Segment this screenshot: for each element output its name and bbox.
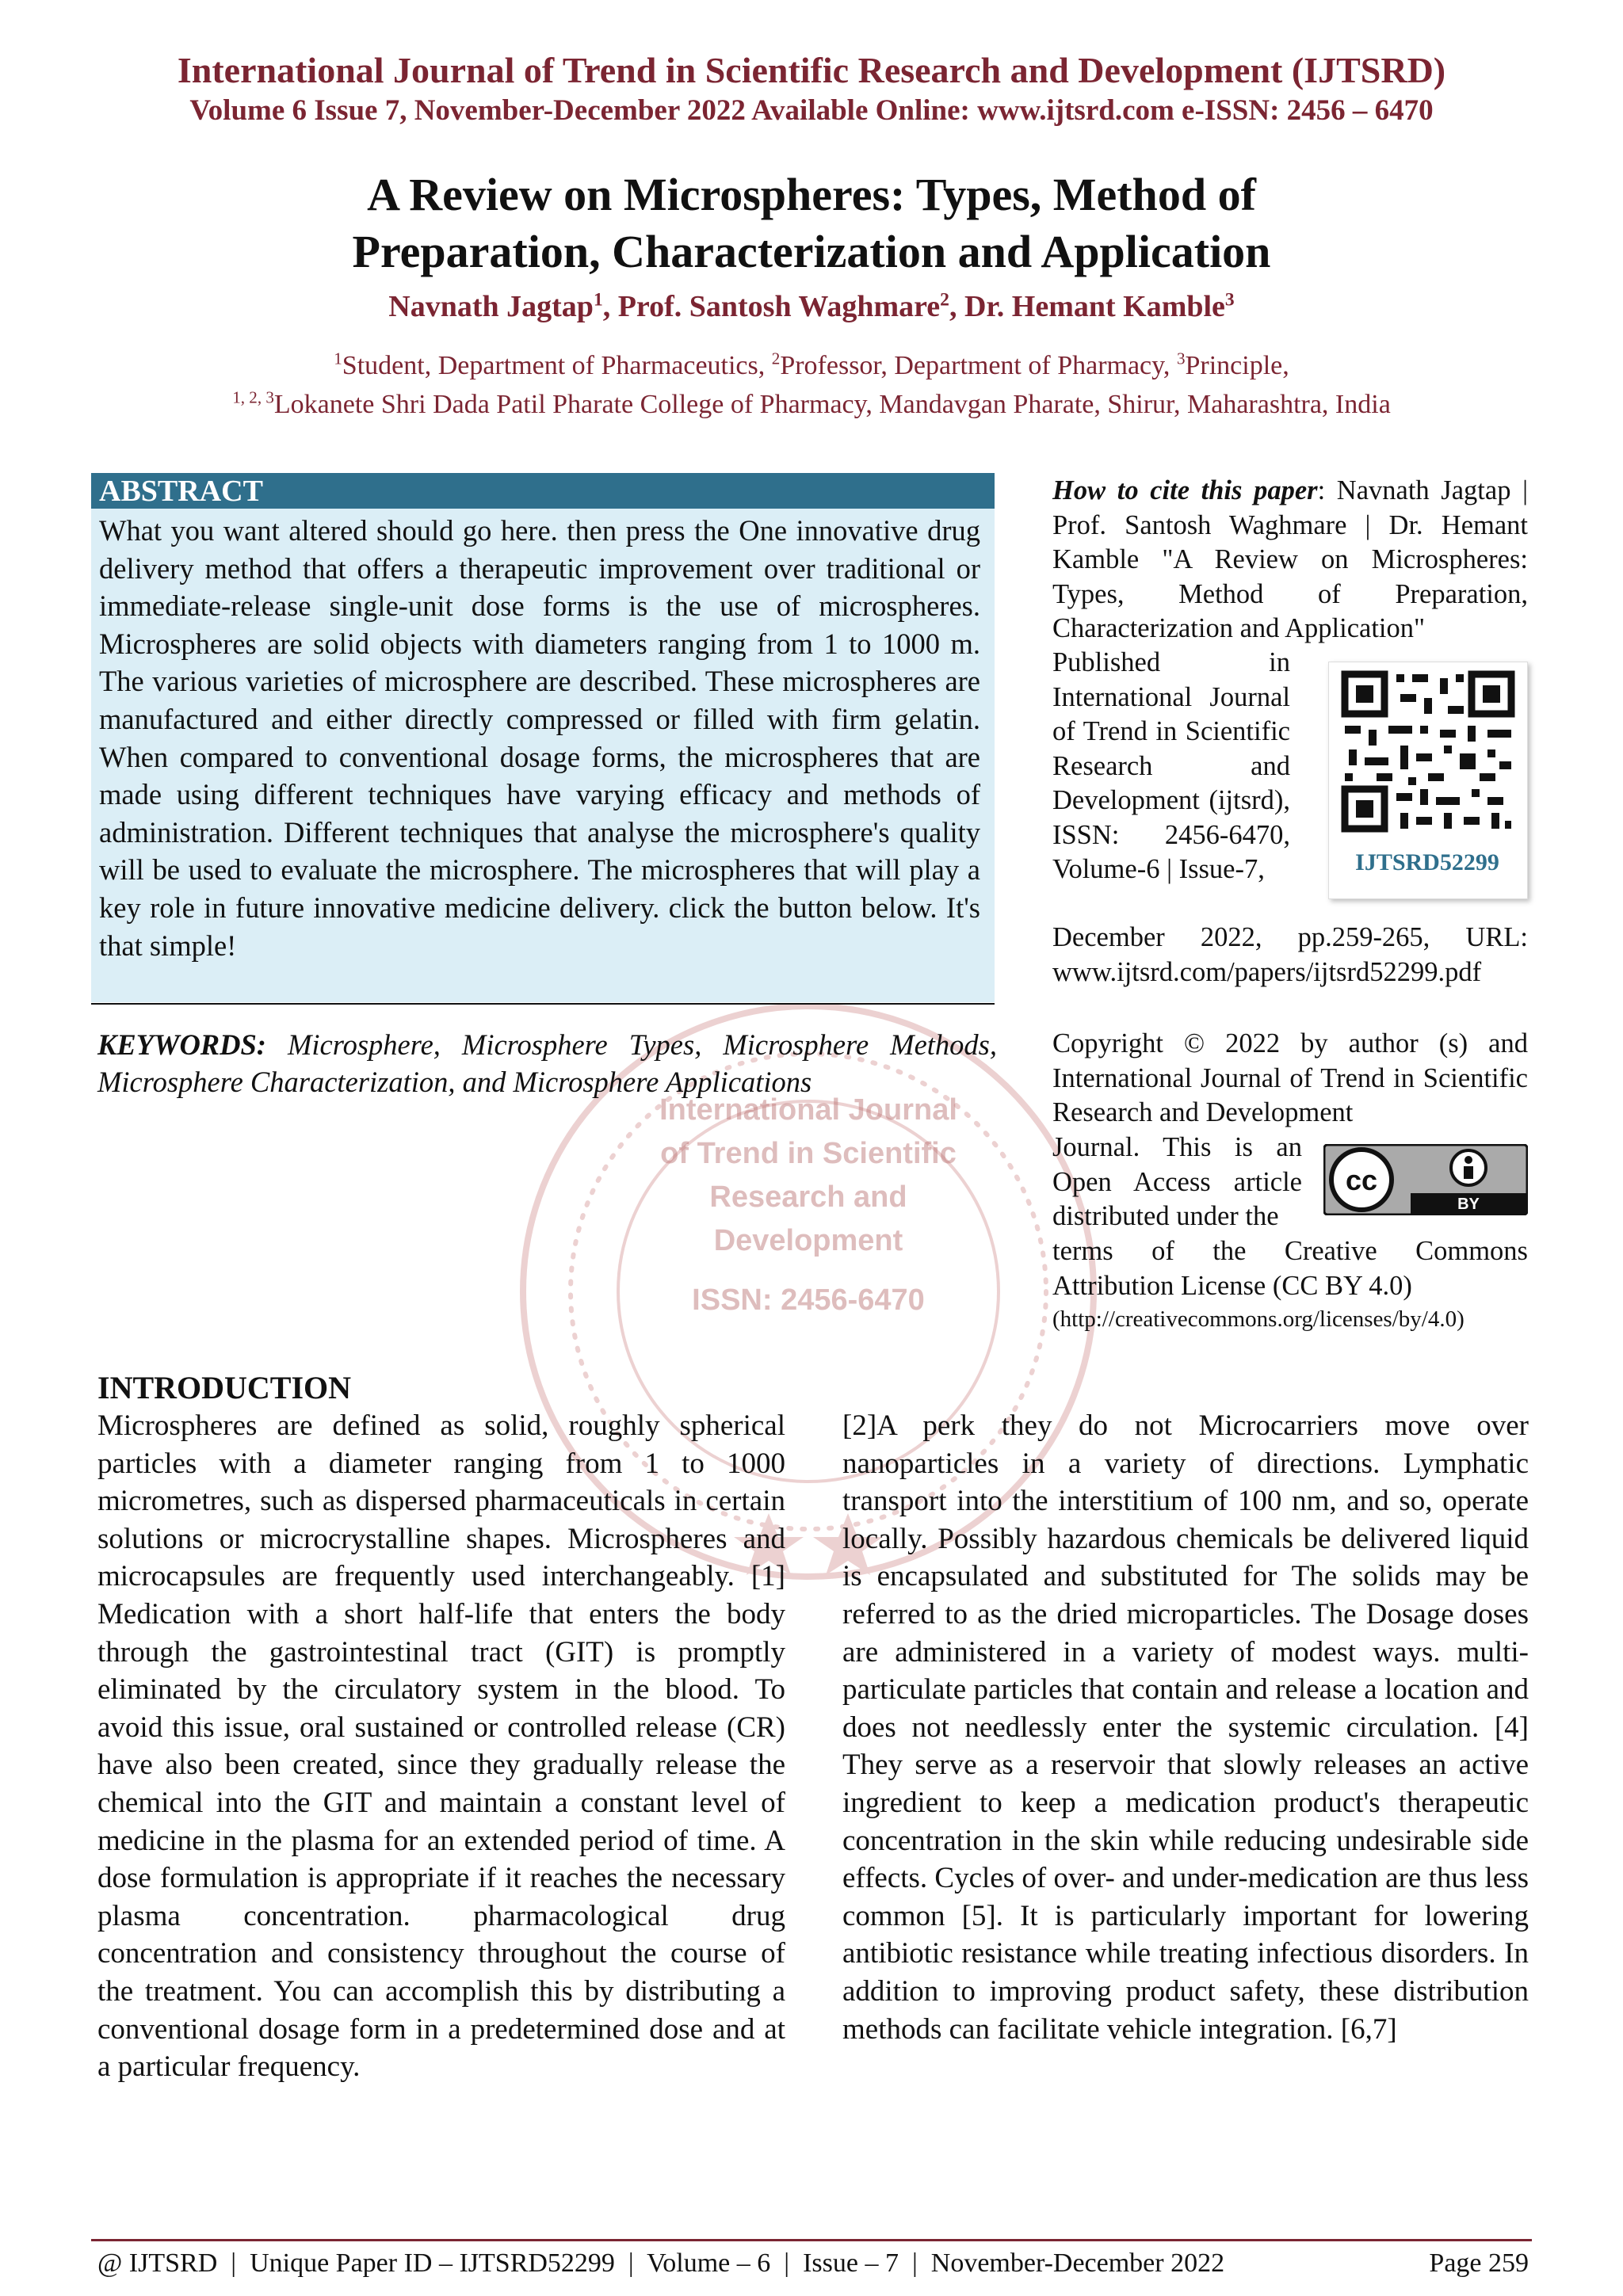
keywords [97,1026,997,1100]
watermark-line-4: Development [713,1224,903,1257]
paper-title [0,166,1623,280]
copyright-license-text: terms of the Creative Commons Attribution License (CC BY 4.0) [1052,1236,1528,1301]
footer-text: @ IJTSRD | Unique Paper ID – IJTSRD52299 | Volume – 6 | Issue – 7 | November-December 2022 [97,2248,1225,2278]
author-list [0,289,1623,324]
paper-title-line-2: Preparation, Characterization and Application [352,226,1271,277]
page-footer [97,2248,1529,2279]
author-name: Prof. Santosh Waghmare [617,290,941,323]
citation-block [1052,474,1528,646]
abstract-heading-bar [91,473,995,509]
page-number: Page 259 [1429,2248,1529,2278]
author-name: Dr. Hemant Kamble [964,290,1225,323]
author-sup: 1 [593,289,603,311]
author-sup: 3 [1224,289,1235,311]
affiliation-text: Student, Department of Pharmaceutics, [342,351,772,380]
affiliation-sup: 2 [771,349,781,368]
citation-published-text: Published in International Journal of Trend in Scientific Research and Development (ijtsrd), ISSN: 2456-6470, Volume-6 | Issue-7, [1052,647,1290,884]
affiliation-text: Principle, [1185,351,1289,380]
author-sup: 2 [940,289,949,311]
author-separator: , [949,290,964,323]
citation-label: How to cite this paper [1052,475,1318,505]
author-separator: , [602,290,618,323]
citation-tail-text: December 2022, pp.259-265, URL: www.ijtsrd.com/papers/ijtsrd52299.pdf [1052,922,1528,987]
affiliation-text: Professor, Department of Pharmacy, [780,351,1177,380]
abstract-divider [91,1003,995,1005]
cc-badge-label: cc [1345,1164,1378,1196]
paper-id-label: IJTSRD52299 [1355,849,1499,875]
affiliation-sup: 1, 2, 3 [232,387,274,407]
introduction-left-column: Microspheres are defined as solid, roughly spherical particles with a diameter ranging from 1 to 1000 micrometres, such as dispersed pharmaceuticals in certain solutions or microcrystalline shapes. Microspheres and microcapsules are frequently used interchangeably. [1] Medication with a short half-life that enters the body through the gastrointestinal tract (GIT) is promptly eliminated by the circulatory system in the blood. To avoid this issue, oral sustained or controlled release (CR) have also been created, since they gradually release the chemical into the GIT and maintain a constant level of medicine in the plasma for an extended period of time. A dose formulation is appropriate if it reaches the necessary plasma concentration. pharmacological drug concentration and consistency throughout the course of the treatment. You can accomplish this by distributing a conventional dosage form in a predetermined dose and at a particular frequency. [97,1409,785,2084]
watermark-line-5: ISSN: 2456-6470 [692,1283,925,1317]
introduction-heading: INTRODUCTION [97,1370,352,1405]
keywords-label: KEYWORDS: [97,1028,266,1061]
affiliation-sup: 3 [1176,349,1186,368]
license-url[interactable]: (http://creativecommons.org/licenses/by/4.0) [1052,1306,1465,1332]
footer-divider [91,2239,1532,2241]
qr-code-icon [1329,662,1527,845]
author-name: Navnath Jagtap [388,290,594,323]
by-badge-label: BY [1457,1196,1480,1213]
affiliation-line-2 [0,387,1623,420]
journal-title: International Journal of Trend in Scientific Research and Development (IJTSRD) [177,50,1446,90]
copyright-text: Copyright © 2022 by author (s) and International Journal of Trend in Scientific Research and Development [1052,1028,1528,1127]
copyright-open-access-text: Journal. This is an Open Access article distributed under the [1052,1132,1302,1231]
watermark-line-3: Research and [709,1180,907,1214]
citation-text: : Navnath Jagtap | Prof. Santosh Waghmare | Dr. Hemant Kamble "A Review on Microspheres: Types, Method of Preparation, Characterization and Application" [1052,475,1528,643]
affiliation-text: Lokanete Shri Dada Patil Pharate College of Pharmacy, Mandavgan Pharate, Shirur, Maharashtra, India [273,390,1391,419]
affiliation-line-1 [0,351,1623,381]
journal-volume-line: Volume 6 Issue 7, November-December 2022 Available Online: www.ijtsrd.com e-ISSN: 2456 – 6470 [189,94,1434,127]
paper-title-line-1: A Review on Microspheres: Types, Method of [367,169,1256,220]
abstract-text: What you want altered should go here. then press the One innovative drug delivery method that offers a therapeutic improvement over traditional or immediate-release single-unit dose forms is the use of microspheres. Microspheres are solid objects with diameters ranging from 1 to 1000 m. The various varieties of microsphere are described. These microspheres are manufactured and either directly compressed or filled with firm gelatin. When compared to conventional dosage forms, the microspheres that are made using different techniques have varying efficacy and methods of administration. Different techniques that analyse the microsphere's quality will be used to evaluate the microsphere. The microspheres that will play a key role in future innovative medicine delivery. click the button below. It's that simple! [99,514,980,962]
watermark-line-1: International Journal [659,1093,957,1127]
affiliation-sup: 1 [334,349,342,368]
watermark-line-2: of Trend in Scientific [660,1137,957,1170]
cc-by-license-icon[interactable] [1323,1144,1528,1215]
introduction-right-column: [2]A perk they do not Microcarriers move over nanoparticles in a variety of directions. Lymphatic transport into the interstitium of 100 nm, and so, operate locally. Possibly hazardous chemicals be delivered liquid is encapsulated and substituted for The solids may be referred to as the dried microparticles. The Dosage doses are administered in a variety of modest ways. multi-particulate particles that contain and release a location and does not needlessly enter the systemic circulation. [4] They serve as a reservoir that slowly releases an active ingredient to keep a medication product's therapeutic concentration in the skin while reducing undesirable side effects. Cycles of over- and under-medication are thus less common [5]. It is particularly important for lowering antibiotic resistance while treating infectious disorders. In addition to improving product safety, these distribution methods can facilitate vehicle integration. [6,7] [842,1409,1529,2046]
abstract-heading: ABSTRACT [99,475,263,508]
keywords-text: Microsphere, Microsphere Types, Microsphere Methods, Microsphere Characterization, and Microsphere Applications [97,1028,997,1098]
